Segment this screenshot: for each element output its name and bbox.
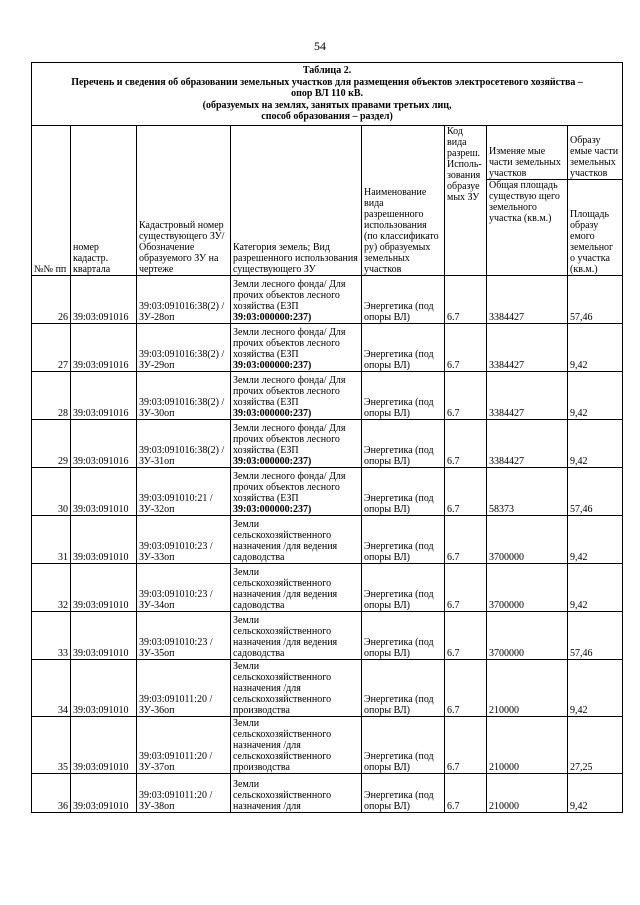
table-row bbox=[32, 467, 623, 515]
row-category bbox=[231, 611, 362, 659]
row-area-total bbox=[487, 716, 568, 773]
row-use bbox=[362, 419, 445, 467]
row-area-total bbox=[487, 275, 568, 323]
row-category-text: Земли сельскохозяйственного назначения /для bbox=[233, 778, 332, 812]
row-category-text: Земли лесного фонда/ Для прочих объектов лесного хозяйства (ЕЗП bbox=[233, 326, 346, 360]
row-area-formed bbox=[568, 419, 623, 467]
row-category-text: Земли лесного фонда/ Для прочих объектов лесного хозяйства (ЕЗП bbox=[233, 278, 346, 312]
row-category-text: Земли сельскохозяйственного назначения /для сельскохозяйственного производства bbox=[233, 660, 332, 716]
row-area-formed-text: 9,42 bbox=[570, 704, 588, 716]
row-area-formed-text: 9,42 bbox=[570, 407, 588, 419]
row-area-total-text: 3384427 bbox=[489, 359, 524, 371]
row-category-text: Земли сельскохозяйственного назначения /для сельскохозяйственного производства bbox=[233, 717, 332, 773]
row-quarter bbox=[71, 563, 137, 611]
row-area-total-text: 3700000 bbox=[489, 647, 524, 659]
table-row bbox=[32, 419, 623, 467]
row-area-formed bbox=[568, 515, 623, 563]
row-num-text: 26 bbox=[58, 311, 68, 323]
row-quarter-text: 39:03:091010 bbox=[73, 503, 129, 515]
row-code bbox=[445, 515, 487, 563]
row-num bbox=[32, 773, 71, 812]
row-quarter-text: 39:03:091010 bbox=[73, 599, 129, 611]
row-area-formed-text: 9,42 bbox=[570, 455, 588, 467]
row-area-formed bbox=[568, 563, 623, 611]
row-use-text: Энергетика (под опоры ВЛ) bbox=[364, 396, 434, 419]
row-quarter bbox=[71, 467, 137, 515]
row-num-text: 35 bbox=[58, 761, 68, 773]
row-cadastral bbox=[137, 611, 231, 659]
row-area-total bbox=[487, 371, 568, 419]
table-row bbox=[32, 563, 623, 611]
row-area-formed-text: 57,46 bbox=[570, 647, 593, 659]
caption-title: Таблица 2. bbox=[302, 65, 352, 76]
table-row bbox=[32, 611, 623, 659]
header-cadastral: Кадастровый номер существующего ЗУ/ Обозначение образуемого ЗУ на чертеже bbox=[137, 125, 231, 275]
row-area-formed-text: 9,42 bbox=[570, 359, 588, 371]
row-area-total bbox=[487, 563, 568, 611]
row-cadastral bbox=[137, 716, 231, 773]
header-quarter: номер кадастр. квартала bbox=[71, 125, 137, 275]
row-num-text: 36 bbox=[58, 800, 68, 812]
row-area-formed-text: 57,46 bbox=[570, 503, 593, 515]
row-use-text: Энергетика (под опоры ВЛ) bbox=[364, 750, 434, 773]
row-area-total bbox=[487, 773, 568, 812]
row-cadastral bbox=[137, 419, 231, 467]
row-category bbox=[231, 659, 362, 716]
row-use bbox=[362, 275, 445, 323]
row-area-total bbox=[487, 323, 568, 371]
row-code bbox=[445, 611, 487, 659]
row-use bbox=[362, 611, 445, 659]
row-use bbox=[362, 773, 445, 812]
table-row bbox=[32, 716, 623, 773]
row-cadastral-text: 39:03:091010:21 / ЗУ-32оп bbox=[139, 492, 213, 515]
row-num-text: 28 bbox=[58, 407, 68, 419]
row-area-formed bbox=[568, 323, 623, 371]
row-area-total-text: 3384427 bbox=[489, 455, 524, 467]
row-quarter bbox=[71, 275, 137, 323]
table-row bbox=[32, 773, 623, 812]
land-plots-table bbox=[31, 62, 623, 813]
row-code-text: 6.7 bbox=[447, 359, 460, 371]
row-category-text: Земли лесного фонда/ Для прочих объектов лесного хозяйства (ЕЗП bbox=[233, 470, 346, 504]
row-code bbox=[445, 467, 487, 515]
row-quarter bbox=[71, 773, 137, 812]
header-use-name: Наименование вида разрешенного использования (по классификато ру) образуемых земельных участков bbox=[362, 125, 445, 275]
table-row bbox=[32, 323, 623, 371]
table-row bbox=[32, 275, 623, 323]
row-area-formed-text: 9,42 bbox=[570, 599, 588, 611]
row-area-total-text: 210000 bbox=[489, 704, 519, 716]
row-area-total-text: 3384427 bbox=[489, 311, 524, 323]
row-area-formed-text: 9,42 bbox=[570, 551, 588, 563]
row-category-text: Земли сельскохозяйственного назначения /для ведения садоводства bbox=[233, 518, 338, 563]
row-code bbox=[445, 371, 487, 419]
caption-line-2: опор ВЛ 110 кВ. bbox=[291, 88, 364, 99]
header-category: Категория земель; Вид разрешенного использования существующего ЗУ bbox=[231, 125, 362, 275]
row-quarter-text: 39:03:091010 bbox=[73, 704, 129, 716]
row-num-text: 33 bbox=[58, 647, 68, 659]
row-area-formed bbox=[568, 716, 623, 773]
row-area-formed-text: 57,46 bbox=[570, 311, 593, 323]
row-quarter bbox=[71, 515, 137, 563]
row-cadastral-text: 39:03:091010:23 / ЗУ-33оп bbox=[139, 540, 213, 563]
row-area-total bbox=[487, 659, 568, 716]
row-code-text: 6.7 bbox=[447, 311, 460, 323]
row-area-total bbox=[487, 515, 568, 563]
row-category bbox=[231, 515, 362, 563]
row-use-text: Энергетика (под опоры ВЛ) bbox=[364, 693, 434, 716]
row-area-total-text: 210000 bbox=[489, 761, 519, 773]
row-use-text: Энергетика (под опоры ВЛ) bbox=[364, 588, 434, 611]
row-num bbox=[32, 371, 71, 419]
row-quarter bbox=[71, 323, 137, 371]
row-code-text: 6.7 bbox=[447, 761, 460, 773]
row-cadastral bbox=[137, 467, 231, 515]
row-category-code: 39:03:000000:237) bbox=[233, 455, 312, 467]
row-use-text: Энергетика (под опоры ВЛ) bbox=[364, 789, 434, 812]
row-category-text: Земли сельскохозяйственного назначения /для ведения садоводства bbox=[233, 614, 338, 659]
row-quarter-text: 39:03:091010 bbox=[73, 551, 129, 563]
table-row bbox=[32, 371, 623, 419]
row-code-text: 6.7 bbox=[447, 407, 460, 419]
row-num-text: 31 bbox=[58, 551, 68, 563]
row-cadastral bbox=[137, 323, 231, 371]
row-code-text: 6.7 bbox=[447, 455, 460, 467]
row-use bbox=[362, 515, 445, 563]
row-quarter-text: 39:03:091016 bbox=[73, 407, 129, 419]
row-area-formed bbox=[568, 467, 623, 515]
table-caption bbox=[32, 63, 623, 126]
row-num-text: 34 bbox=[58, 704, 68, 716]
header-formed-area: Площадь образу емого земельног о участка (кв.м.) bbox=[568, 179, 623, 275]
row-code-text: 6.7 bbox=[447, 551, 460, 563]
row-category-text: Земли лесного фонда/ Для прочих объектов лесного хозяйства (ЕЗП bbox=[233, 422, 346, 456]
row-num-text: 32 bbox=[58, 599, 68, 611]
row-category-text: Земли сельскохозяйственного назначения /для ведения садоводства bbox=[233, 566, 338, 611]
row-num bbox=[32, 659, 71, 716]
row-code-text: 6.7 bbox=[447, 800, 460, 812]
row-code bbox=[445, 773, 487, 812]
row-quarter-text: 39:03:091016 bbox=[73, 311, 129, 323]
row-use bbox=[362, 659, 445, 716]
row-category bbox=[231, 467, 362, 515]
row-area-total-text: 3384427 bbox=[489, 407, 524, 419]
row-num bbox=[32, 323, 71, 371]
row-area-total-text: 210000 bbox=[489, 800, 519, 812]
row-num bbox=[32, 563, 71, 611]
row-quarter-text: 39:03:091016 bbox=[73, 455, 129, 467]
row-quarter bbox=[71, 611, 137, 659]
row-area-total-text: 3700000 bbox=[489, 551, 524, 563]
row-quarter-text: 39:03:091010 bbox=[73, 800, 129, 812]
row-quarter bbox=[71, 419, 137, 467]
row-code bbox=[445, 323, 487, 371]
row-use bbox=[362, 371, 445, 419]
row-cadastral bbox=[137, 773, 231, 812]
row-cadastral bbox=[137, 275, 231, 323]
row-use-text: Энергетика (под опоры ВЛ) bbox=[364, 492, 434, 515]
row-cadastral bbox=[137, 563, 231, 611]
row-area-formed bbox=[568, 275, 623, 323]
row-code-text: 6.7 bbox=[447, 704, 460, 716]
row-area-formed bbox=[568, 659, 623, 716]
row-code-text: 6.7 bbox=[447, 647, 460, 659]
caption-line-1: Перечень и сведения об образовании земельных участков для размещения объектов электросетевого хозяйства – bbox=[71, 76, 583, 88]
row-cadastral-text: 39:03:091010:23 / ЗУ-34оп bbox=[139, 588, 213, 611]
row-category-code: 39:03:000000:237) bbox=[233, 407, 312, 419]
row-cadastral-text: 39:03:091011:20 / ЗУ-36оп bbox=[139, 693, 213, 716]
row-num bbox=[32, 419, 71, 467]
row-quarter-text: 39:03:091016 bbox=[73, 359, 129, 371]
row-area-total-text: 58373 bbox=[489, 503, 514, 515]
row-category-code: 39:03:000000:237) bbox=[233, 311, 312, 323]
row-code bbox=[445, 563, 487, 611]
row-cadastral bbox=[137, 659, 231, 716]
row-use bbox=[362, 563, 445, 611]
row-category bbox=[231, 716, 362, 773]
caption-line-3: (образуемых на землях, занятых правами третьих лиц, bbox=[202, 99, 452, 111]
row-area-total bbox=[487, 419, 568, 467]
row-category bbox=[231, 323, 362, 371]
row-use-text: Энергетика (под опоры ВЛ) bbox=[364, 348, 434, 371]
row-cadastral bbox=[137, 371, 231, 419]
row-code-text: 6.7 bbox=[447, 503, 460, 515]
row-cadastral-text: 39:03:091016:38(2) / ЗУ-30оп bbox=[139, 396, 225, 419]
row-area-total bbox=[487, 611, 568, 659]
row-num bbox=[32, 611, 71, 659]
row-quarter bbox=[71, 659, 137, 716]
row-num-text: 29 bbox=[58, 455, 68, 467]
caption-line-4: способ образования – раздел) bbox=[261, 111, 393, 122]
row-cadastral-text: 39:03:091010:23 / ЗУ-35оп bbox=[139, 636, 213, 659]
header-total-area: Общая площадь существую щего земельного участка (кв.м.) bbox=[487, 179, 568, 275]
row-quarter-text: 39:03:091010 bbox=[73, 647, 129, 659]
row-use bbox=[362, 716, 445, 773]
row-code bbox=[445, 275, 487, 323]
row-area-formed bbox=[568, 773, 623, 812]
header-use-code: Код вида разреш. Исполь- зования образуе мых ЗУ bbox=[445, 125, 487, 275]
row-cadastral-text: 39:03:091016:38(2) / ЗУ-29оп bbox=[139, 348, 225, 371]
row-category bbox=[231, 773, 362, 812]
row-cadastral-text: 39:03:091011:20 / ЗУ-38оп bbox=[139, 789, 213, 812]
row-area-total-text: 3700000 bbox=[489, 599, 524, 611]
row-code bbox=[445, 419, 487, 467]
row-use-text: Энергетика (под опоры ВЛ) bbox=[364, 444, 434, 467]
row-use bbox=[362, 323, 445, 371]
header-changed-parts: Изменяе мые части земельных участков bbox=[487, 125, 568, 179]
row-quarter bbox=[71, 371, 137, 419]
row-num-text: 27 bbox=[58, 359, 68, 371]
row-num bbox=[32, 716, 71, 773]
row-category bbox=[231, 275, 362, 323]
row-cadastral-text: 39:03:091016:38(2) / ЗУ-28оп bbox=[139, 300, 225, 323]
row-area-formed-text: 9,42 bbox=[570, 800, 588, 812]
row-code-text: 6.7 bbox=[447, 599, 460, 611]
row-code bbox=[445, 716, 487, 773]
row-code bbox=[445, 659, 487, 716]
row-area-total bbox=[487, 467, 568, 515]
header-num: №№ пп bbox=[32, 125, 71, 275]
row-num bbox=[32, 275, 71, 323]
row-num bbox=[32, 467, 71, 515]
row-num-text: 30 bbox=[58, 503, 68, 515]
row-use-text: Энергетика (под опоры ВЛ) bbox=[364, 540, 434, 563]
row-category bbox=[231, 563, 362, 611]
row-category-text: Земли лесного фонда/ Для прочих объектов лесного хозяйства (ЕЗП bbox=[233, 374, 346, 408]
table-row bbox=[32, 659, 623, 716]
header-formed-parts: Образу емые части земельных участков bbox=[568, 125, 623, 179]
row-category bbox=[231, 419, 362, 467]
row-cadastral bbox=[137, 515, 231, 563]
row-use-text: Энергетика (под опоры ВЛ) bbox=[364, 300, 434, 323]
row-area-formed bbox=[568, 611, 623, 659]
row-num bbox=[32, 515, 71, 563]
row-cadastral-text: 39:03:091011:20 / ЗУ-37оп bbox=[139, 750, 213, 773]
page-number: 54 bbox=[314, 39, 326, 53]
row-area-formed-text: 27,25 bbox=[570, 761, 593, 773]
row-area-formed bbox=[568, 371, 623, 419]
row-category-code: 39:03:000000:237) bbox=[233, 359, 312, 371]
row-use bbox=[362, 467, 445, 515]
row-quarter-text: 39:03:091010 bbox=[73, 761, 129, 773]
row-cadastral-text: 39:03:091016:38(2) / ЗУ-31оп bbox=[139, 444, 225, 467]
row-category bbox=[231, 371, 362, 419]
table-row bbox=[32, 515, 623, 563]
row-quarter bbox=[71, 716, 137, 773]
row-category-code: 39:03:000000:237) bbox=[233, 503, 312, 515]
row-use-text: Энергетика (под опоры ВЛ) bbox=[364, 636, 434, 659]
